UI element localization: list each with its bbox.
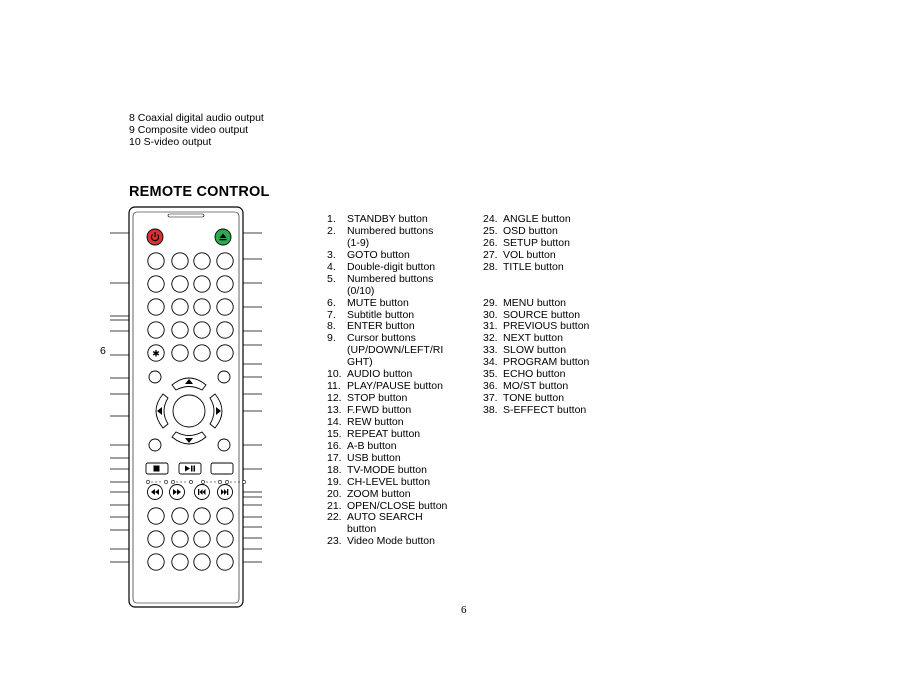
item-label: GOTO button: [347, 248, 410, 261]
keypad-button[interactable]: [194, 322, 210, 338]
item-label: Video Mode button: [347, 535, 435, 548]
item-number: 23.: [327, 535, 342, 548]
item-label: MUTE button: [347, 296, 409, 309]
item-label: SETUP button: [503, 236, 570, 249]
item-number: 31.: [483, 320, 498, 333]
list-item: [483, 262, 589, 274]
item-number: 15.: [327, 427, 342, 440]
button-list-right: [483, 214, 589, 417]
item-label-continued: button: [347, 523, 377, 536]
item-label: PROGRAM button: [503, 356, 590, 369]
item-number: 13.: [327, 404, 342, 416]
item-number: 21.: [327, 499, 342, 512]
item-label: A-B button: [347, 439, 397, 452]
list-item: [327, 512, 447, 524]
keypad-button[interactable]: [217, 253, 233, 269]
item-number: 36.: [483, 380, 498, 393]
item-number: 5.: [327, 272, 336, 285]
item-number: 7.: [327, 308, 336, 321]
keypad-button[interactable]: [172, 276, 188, 292]
function-button[interactable]: [148, 508, 164, 524]
item-label-continued: GHT): [347, 356, 373, 369]
callout-number: 6: [100, 345, 106, 357]
item-label-continued: (UP/DOWN/LEFT/RI: [347, 344, 444, 357]
keypad-button[interactable]: [194, 253, 210, 269]
eject-icon: [220, 239, 227, 240]
keypad-button[interactable]: [194, 299, 210, 315]
indicator-dot: [225, 480, 228, 483]
intro-line: 8 Coaxial digital audio output: [129, 112, 264, 124]
play-pause-icon: [191, 466, 193, 472]
keypad-button[interactable]: [148, 322, 164, 338]
indicator-dot: [218, 480, 221, 483]
item-label: ANGLE button: [503, 213, 571, 225]
item-label: Subtitle button: [347, 308, 415, 321]
function-button[interactable]: [194, 554, 210, 570]
item-label: TITLE button: [503, 260, 564, 273]
function-button[interactable]: [194, 531, 210, 547]
item-number: 14.: [327, 415, 342, 428]
item-label: ZOOM button: [347, 487, 411, 500]
item-number: 32.: [483, 332, 498, 345]
keypad-button[interactable]: [217, 276, 233, 292]
item-label-continued: (1-9): [347, 236, 370, 249]
item-label: ECHO button: [503, 368, 566, 381]
item-number: 12.: [327, 392, 342, 405]
list-item: [327, 536, 447, 548]
item-number: 6.: [327, 296, 336, 309]
indicator-dot: [242, 480, 245, 483]
list-item: [327, 250, 447, 262]
function-button[interactable]: [217, 554, 233, 570]
keypad-button[interactable]: [194, 345, 210, 361]
item-label: STOP button: [347, 392, 408, 405]
item-label: OSD button: [503, 224, 558, 237]
item-label: Double-digit button: [347, 260, 436, 273]
item-number: 33.: [483, 344, 498, 357]
list-item: [327, 465, 447, 477]
item-number: 19.: [327, 475, 342, 488]
list-item: [327, 298, 447, 310]
item-number: 10.: [327, 368, 342, 381]
item-number: 18.: [327, 463, 342, 476]
list-item: [327, 262, 447, 274]
function-button[interactable]: [172, 554, 188, 570]
play-pause-icon: [194, 466, 196, 472]
item-number: 28.: [483, 260, 498, 273]
item-number: 34.: [483, 356, 498, 369]
keypad-button[interactable]: [172, 299, 188, 315]
list-item: [483, 405, 589, 417]
item-label: MENU button: [503, 296, 567, 309]
keypad-button[interactable]: [172, 345, 188, 361]
function-button[interactable]: [194, 508, 210, 524]
stop-icon: [154, 466, 160, 472]
item-label: SLOW button: [503, 344, 567, 357]
list-item: [327, 453, 447, 465]
side-button[interactable]: [218, 439, 230, 451]
keypad-button[interactable]: [148, 299, 164, 315]
item-number: 3.: [327, 248, 336, 261]
button-list-left: [327, 214, 447, 548]
mute-icon: ✱: [152, 349, 160, 360]
item-number: 30.: [483, 308, 498, 321]
setup-side-button[interactable]: [218, 371, 230, 383]
item-label: REW button: [347, 415, 404, 428]
item-label: STANDBY button: [347, 213, 428, 225]
indicator-dot: [171, 480, 174, 483]
item-number: 16.: [327, 439, 342, 452]
list-item: [327, 441, 447, 453]
item-label: USB button: [347, 451, 401, 464]
function-button[interactable]: [148, 554, 164, 570]
item-number: 1.: [327, 213, 336, 225]
item-label: ENTER button: [347, 320, 415, 333]
item-number: 2.: [327, 224, 336, 237]
item-number: 38.: [483, 404, 498, 416]
item-number: 22.: [327, 511, 342, 524]
item-label: TV-MODE button: [347, 463, 427, 476]
item-label: SOURCE button: [503, 308, 581, 321]
item-label: Cursor buttons: [347, 332, 416, 345]
ir-window: [168, 214, 204, 217]
list-item: [483, 250, 589, 262]
list-gap: [483, 286, 589, 298]
list-item: [327, 489, 447, 501]
keypad-button[interactable]: [217, 345, 233, 361]
function-button[interactable]: [172, 531, 188, 547]
keypad-button[interactable]: [172, 253, 188, 269]
indicator-dot: [201, 480, 204, 483]
intro-line: 9 Composite video output: [129, 124, 249, 136]
item-label-continued: (0/10): [347, 284, 375, 297]
keypad-button[interactable]: [217, 299, 233, 315]
usb-button[interactable]: [211, 463, 233, 474]
item-number: 20.: [327, 487, 342, 500]
item-label: REPEAT button: [347, 427, 421, 440]
list-item: [327, 477, 447, 489]
item-number: 9.: [327, 332, 336, 345]
item-number: 11.: [327, 380, 341, 393]
keypad-button[interactable]: [148, 276, 164, 292]
list-item: [327, 226, 447, 238]
item-label: NEXT button: [503, 332, 563, 345]
keypad-button[interactable]: [217, 322, 233, 338]
indicator-dot: [146, 480, 149, 483]
list-item: [327, 274, 447, 286]
item-number: 25.: [483, 224, 498, 237]
function-button[interactable]: [172, 508, 188, 524]
item-number: 27.: [483, 248, 498, 261]
item-label: S-EFFECT button: [503, 404, 587, 416]
item-label: F.FWD button: [347, 404, 412, 416]
function-button[interactable]: [217, 531, 233, 547]
item-label: PLAY/PAUSE button: [347, 380, 443, 393]
item-label: MO/ST button: [503, 380, 569, 393]
item-number: 24.: [483, 213, 498, 225]
indicator-dot: [164, 480, 167, 483]
function-button[interactable]: [148, 531, 164, 547]
item-number: 4.: [327, 260, 336, 273]
item-label: AUDIO button: [347, 368, 413, 381]
item-label: OPEN/CLOSE button: [347, 499, 448, 512]
side-button[interactable]: [149, 439, 161, 451]
item-number: 29.: [483, 296, 498, 309]
item-number: 35.: [483, 368, 498, 381]
item-label: VOL button: [503, 248, 556, 261]
page-number: 6: [461, 604, 467, 616]
item-number: 8.: [327, 320, 336, 333]
item-label: Numbered buttons: [347, 272, 434, 285]
keypad-button[interactable]: [172, 322, 188, 338]
function-button[interactable]: [217, 508, 233, 524]
list-item: [483, 298, 589, 310]
item-number: 37.: [483, 392, 498, 405]
item-number: 26.: [483, 236, 498, 249]
item-number: 17.: [327, 451, 342, 464]
indicator-dot: [189, 480, 192, 483]
audio-button[interactable]: [149, 371, 161, 383]
item-label: TONE button: [503, 392, 565, 405]
item-label: PREVIOUS button: [503, 320, 590, 333]
enter-button[interactable]: [173, 395, 205, 427]
intro-line: 10 S-video output: [129, 136, 212, 148]
keypad-button[interactable]: [148, 253, 164, 269]
item-label: CH-LEVEL button: [347, 475, 431, 488]
list-gap: [483, 274, 589, 286]
item-label: AUTO SEARCH: [347, 511, 423, 524]
keypad-button[interactable]: [194, 276, 210, 292]
item-label: Numbered buttons: [347, 224, 434, 237]
section-heading: REMOTE CONTROL: [129, 184, 270, 200]
